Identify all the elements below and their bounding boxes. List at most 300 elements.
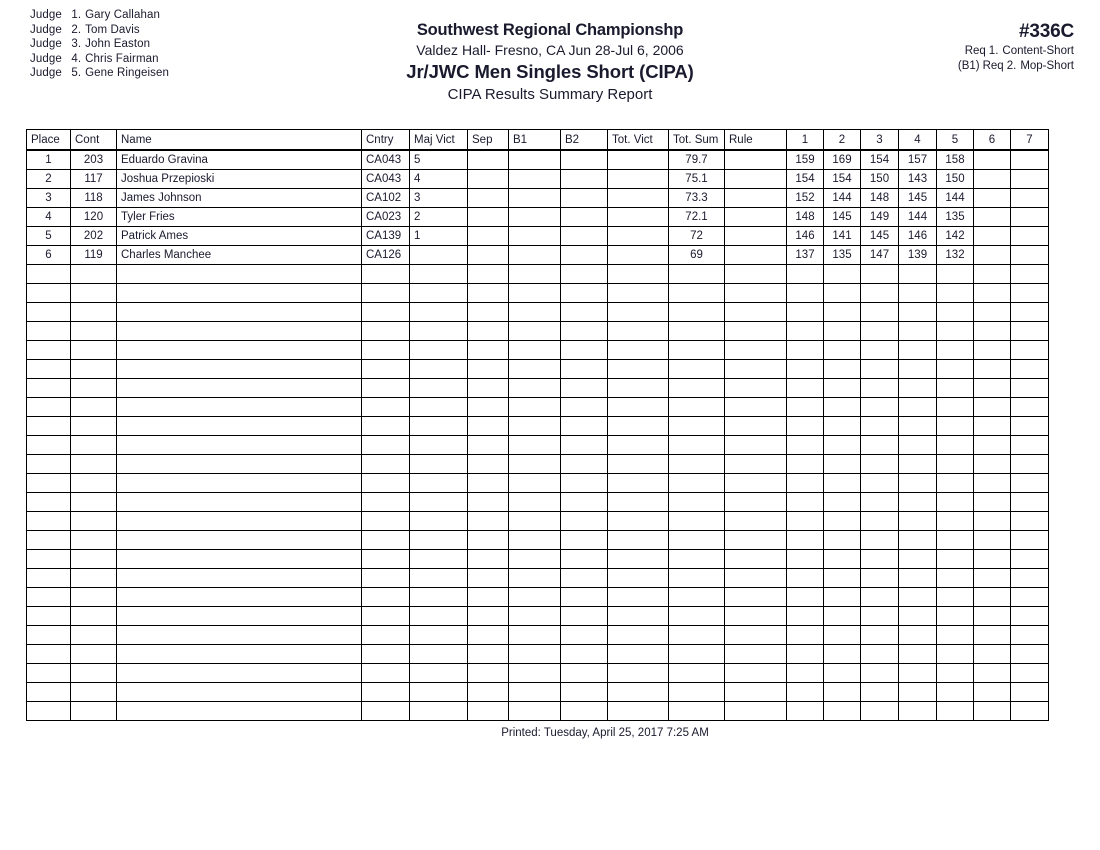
table-row[interactable]	[27, 150, 1049, 170]
cell-empty	[410, 550, 468, 569]
table-row[interactable]	[27, 170, 1049, 189]
cell-empty	[608, 493, 669, 512]
requirement-text: Mop-Short	[1020, 59, 1074, 72]
cell-score-4: 157	[899, 150, 937, 170]
cell-empty	[861, 664, 899, 683]
cell-empty	[824, 474, 861, 493]
cell-empty	[974, 588, 1011, 607]
cell-empty	[468, 284, 509, 303]
cell-score-6	[974, 150, 1011, 170]
cell-score-2: 141	[824, 227, 861, 246]
cell-empty	[362, 531, 410, 550]
cell-empty	[362, 512, 410, 531]
cell-empty	[725, 398, 787, 417]
results-table-head	[27, 130, 1049, 151]
cell-empty	[410, 664, 468, 683]
cell-empty	[787, 702, 824, 721]
cell-empty	[608, 512, 669, 531]
cell-empty	[608, 284, 669, 303]
cell-empty	[608, 702, 669, 721]
cell-empty	[937, 436, 974, 455]
cell-tot-vict	[608, 227, 669, 246]
cell-empty	[117, 303, 362, 322]
cell-b2	[561, 170, 608, 189]
cell-empty	[468, 303, 509, 322]
cell-empty	[509, 588, 561, 607]
cell-empty	[509, 664, 561, 683]
cell-empty	[71, 417, 117, 436]
cell-empty	[937, 455, 974, 474]
cell-empty	[561, 626, 608, 645]
cell-empty	[71, 626, 117, 645]
table-row-empty[interactable]	[27, 569, 1049, 588]
cell-score-2: 144	[824, 189, 861, 208]
cell-empty	[669, 398, 725, 417]
cell-empty	[861, 493, 899, 512]
cell-empty	[362, 702, 410, 721]
cell-empty	[27, 417, 71, 436]
cell-empty	[861, 341, 899, 360]
cell-maj-vict: 3	[410, 189, 468, 208]
table-row-empty[interactable]	[27, 398, 1049, 417]
cell-empty	[71, 702, 117, 721]
cell-score-1: 148	[787, 208, 824, 227]
report-code: #336C	[1019, 21, 1074, 42]
cell-empty	[899, 588, 937, 607]
cell-empty	[824, 607, 861, 626]
cell-empty	[861, 398, 899, 417]
cell-empty	[561, 588, 608, 607]
judge-name: Gary Callahan	[85, 9, 160, 21]
cell-empty	[861, 379, 899, 398]
cell-tot-vict	[608, 170, 669, 189]
cell-empty	[861, 569, 899, 588]
cell-empty	[937, 360, 974, 379]
cell-sep	[468, 246, 509, 265]
cell-empty	[899, 455, 937, 474]
cell-empty	[1011, 265, 1049, 284]
cell-empty	[937, 417, 974, 436]
cell-score-3: 145	[861, 227, 899, 246]
cell-empty	[974, 455, 1011, 474]
requirement-label: Req	[964, 45, 986, 57]
cell-empty	[27, 645, 71, 664]
table-row-empty[interactable]	[27, 702, 1049, 721]
cell-empty	[362, 379, 410, 398]
cell-score-5: 132	[937, 246, 974, 265]
cell-empty	[27, 626, 71, 645]
cell-empty	[410, 360, 468, 379]
cell-place: 2	[27, 170, 71, 189]
cell-empty	[410, 417, 468, 436]
cell-empty	[561, 303, 608, 322]
judge-name: John Easton	[85, 38, 151, 51]
table-row-empty[interactable]	[27, 588, 1049, 607]
cell-empty	[974, 645, 1011, 664]
table-row-empty[interactable]	[27, 493, 1049, 512]
table-row-empty[interactable]	[27, 683, 1049, 702]
judge-name: Chris Fairman	[85, 52, 159, 65]
table-row-empty[interactable]	[27, 455, 1049, 474]
cell-empty	[117, 436, 362, 455]
cell-score-5: 142	[937, 227, 974, 246]
cell-empty	[937, 341, 974, 360]
cell-empty	[725, 588, 787, 607]
judge-label: Judge	[30, 9, 62, 21]
cell-tot-sum: 75.1	[669, 170, 725, 189]
cell-name: Charles Manchee	[117, 246, 362, 265]
judge-number: 1.	[71, 9, 82, 21]
column-header-2: 2	[824, 130, 861, 151]
judge-row	[30, 66, 280, 81]
cell-empty	[974, 322, 1011, 341]
cell-empty	[608, 683, 669, 702]
cell-empty	[974, 569, 1011, 588]
cell-empty	[824, 341, 861, 360]
cell-empty	[468, 512, 509, 531]
cell-empty	[468, 436, 509, 455]
report-code-panel	[958, 20, 1074, 73]
cell-empty	[787, 569, 824, 588]
cell-empty	[725, 664, 787, 683]
cell-empty	[787, 360, 824, 379]
table-row-empty[interactable]	[27, 284, 1049, 303]
cell-empty	[468, 493, 509, 512]
cell-b1	[509, 189, 561, 208]
table-row-empty[interactable]	[27, 417, 1049, 436]
cell-cntry: CA102	[362, 189, 410, 208]
cell-empty	[937, 683, 974, 702]
cell-score-7	[1011, 150, 1049, 170]
column-header-5: 5	[937, 130, 974, 151]
cell-empty	[27, 664, 71, 683]
cell-empty	[669, 265, 725, 284]
table-row[interactable]	[27, 208, 1049, 227]
cell-empty	[362, 417, 410, 436]
cell-empty	[117, 379, 362, 398]
cell-empty	[725, 550, 787, 569]
cell-empty	[899, 626, 937, 645]
cell-empty	[1011, 588, 1049, 607]
cell-empty	[117, 322, 362, 341]
cell-tot-vict	[608, 208, 669, 227]
table-row-empty[interactable]	[27, 474, 1049, 493]
cell-empty	[899, 683, 937, 702]
cell-empty	[1011, 550, 1049, 569]
cell-empty	[1011, 569, 1049, 588]
cell-empty	[899, 398, 937, 417]
cell-sep	[468, 227, 509, 246]
table-row-empty[interactable]	[27, 664, 1049, 683]
cell-cont: 203	[71, 150, 117, 170]
cell-empty	[669, 531, 725, 550]
cell-empty	[509, 493, 561, 512]
cell-empty	[787, 512, 824, 531]
judge-number: 2.	[71, 23, 82, 36]
cell-empty	[509, 284, 561, 303]
cell-empty	[899, 512, 937, 531]
column-header-7: 7	[1011, 130, 1049, 151]
cell-empty	[669, 455, 725, 474]
cell-empty	[787, 550, 824, 569]
cell-empty	[561, 341, 608, 360]
cell-empty	[117, 626, 362, 645]
cell-empty	[509, 436, 561, 455]
table-row-empty[interactable]	[27, 360, 1049, 379]
table-row-empty[interactable]	[27, 607, 1049, 626]
cell-empty	[669, 664, 725, 683]
cell-empty	[608, 626, 669, 645]
cell-empty	[899, 550, 937, 569]
table-row-empty[interactable]	[27, 550, 1049, 569]
cell-empty	[117, 341, 362, 360]
table-row-empty[interactable]	[27, 512, 1049, 531]
cell-empty	[561, 265, 608, 284]
cell-empty	[509, 645, 561, 664]
judge-row	[30, 23, 280, 38]
cell-empty	[468, 455, 509, 474]
cell-empty	[117, 265, 362, 284]
cell-empty	[974, 512, 1011, 531]
cell-empty	[824, 379, 861, 398]
cell-empty	[27, 455, 71, 474]
table-row-empty[interactable]	[27, 379, 1049, 398]
column-header-place: Place	[27, 130, 71, 151]
cell-tot-sum: 69	[669, 246, 725, 265]
cell-empty	[1011, 284, 1049, 303]
cell-sep	[468, 170, 509, 189]
cell-empty	[974, 436, 1011, 455]
cell-empty	[509, 417, 561, 436]
cell-empty	[787, 265, 824, 284]
cell-empty	[561, 512, 608, 531]
cell-empty	[468, 702, 509, 721]
cell-cntry: CA139	[362, 227, 410, 246]
cell-empty	[362, 322, 410, 341]
table-header-row	[27, 130, 1049, 151]
table-row-empty[interactable]	[27, 531, 1049, 550]
cell-empty	[787, 683, 824, 702]
cell-empty	[27, 436, 71, 455]
cell-empty	[509, 265, 561, 284]
cell-empty	[937, 284, 974, 303]
cell-empty	[410, 303, 468, 322]
cell-empty	[362, 360, 410, 379]
cell-empty	[117, 531, 362, 550]
cell-empty	[899, 360, 937, 379]
table-row[interactable]	[27, 227, 1049, 246]
cell-empty	[608, 645, 669, 664]
table-row-empty[interactable]	[27, 303, 1049, 322]
judge-label: Judge	[30, 52, 62, 65]
cell-b1	[509, 246, 561, 265]
cell-empty	[1011, 607, 1049, 626]
cell-empty	[725, 531, 787, 550]
cell-empty	[561, 493, 608, 512]
column-header-cont: Cont	[71, 130, 117, 151]
cell-empty	[509, 398, 561, 417]
cell-empty	[824, 550, 861, 569]
cell-empty	[561, 436, 608, 455]
cell-empty	[608, 664, 669, 683]
category-title: Jr/JWC Men Singles Short (CIPA)	[406, 61, 694, 82]
cell-empty	[509, 474, 561, 493]
cell-score-7	[1011, 208, 1049, 227]
cell-empty	[608, 569, 669, 588]
report-title-block	[280, 20, 820, 105]
column-header-maj-vict: Maj Vict	[410, 130, 468, 151]
cell-empty	[27, 569, 71, 588]
cell-empty	[362, 607, 410, 626]
cell-empty	[410, 607, 468, 626]
cell-empty	[71, 607, 117, 626]
table-row[interactable]	[27, 246, 1049, 265]
cell-empty	[561, 284, 608, 303]
cell-empty	[410, 322, 468, 341]
cell-score-7	[1011, 227, 1049, 246]
cell-empty	[725, 417, 787, 436]
table-row-empty[interactable]	[27, 265, 1049, 284]
column-header-tot-vict: Tot. Vict	[608, 130, 669, 151]
cell-cntry: CA043	[362, 150, 410, 170]
cell-empty	[410, 569, 468, 588]
print-timestamp: Printed: Tuesday, April 25, 2017 7:25 AM	[501, 727, 709, 739]
cell-empty	[824, 322, 861, 341]
cell-empty	[27, 588, 71, 607]
cell-empty	[561, 417, 608, 436]
cell-tot-sum: 72	[669, 227, 725, 246]
cell-empty	[824, 512, 861, 531]
cell-sep	[468, 150, 509, 170]
cell-empty	[725, 341, 787, 360]
cell-empty	[1011, 702, 1049, 721]
cell-tot-sum: 73.3	[669, 189, 725, 208]
cell-empty	[974, 493, 1011, 512]
cell-empty	[974, 702, 1011, 721]
requirement-text: Content-Short	[1002, 45, 1074, 57]
cell-empty	[861, 588, 899, 607]
judge-number: 5.	[71, 67, 82, 80]
cell-empty	[509, 303, 561, 322]
table-row-empty[interactable]	[27, 645, 1049, 664]
cell-empty	[117, 550, 362, 569]
cell-empty	[669, 569, 725, 588]
cell-empty	[71, 379, 117, 398]
cell-empty	[27, 550, 71, 569]
cell-empty	[362, 569, 410, 588]
cell-empty	[608, 341, 669, 360]
cell-empty	[117, 664, 362, 683]
cell-empty	[787, 398, 824, 417]
cell-score-7	[1011, 189, 1049, 208]
cell-empty	[117, 417, 362, 436]
cell-empty	[1011, 683, 1049, 702]
cell-empty	[362, 588, 410, 607]
cell-empty	[362, 626, 410, 645]
cell-empty	[937, 531, 974, 550]
table-row-empty[interactable]	[27, 341, 1049, 360]
cell-empty	[608, 607, 669, 626]
cell-empty	[362, 550, 410, 569]
cell-empty	[937, 626, 974, 645]
cell-empty	[824, 455, 861, 474]
table-row-empty[interactable]	[27, 322, 1049, 341]
cell-score-3: 147	[861, 246, 899, 265]
cell-name: James Johnson	[117, 189, 362, 208]
cell-score-3: 149	[861, 208, 899, 227]
cell-empty	[669, 588, 725, 607]
cell-empty	[937, 474, 974, 493]
cell-empty	[725, 683, 787, 702]
cell-empty	[362, 474, 410, 493]
cell-tot-sum: 79.7	[669, 150, 725, 170]
cell-empty	[410, 531, 468, 550]
cell-empty	[937, 512, 974, 531]
cell-maj-vict: 4	[410, 170, 468, 189]
cell-empty	[468, 379, 509, 398]
cell-score-6	[974, 208, 1011, 227]
cell-empty	[71, 455, 117, 474]
cell-score-3: 154	[861, 150, 899, 170]
cell-empty	[1011, 417, 1049, 436]
cell-rule	[725, 246, 787, 265]
cell-score-1: 159	[787, 150, 824, 170]
cell-rule	[725, 189, 787, 208]
cell-empty	[561, 702, 608, 721]
cell-empty	[362, 265, 410, 284]
cell-score-1: 137	[787, 246, 824, 265]
cell-empty	[362, 645, 410, 664]
cell-score-5: 150	[937, 170, 974, 189]
cell-empty	[787, 303, 824, 322]
cell-name: Joshua Przepioski	[117, 170, 362, 189]
cell-empty	[362, 398, 410, 417]
cell-empty	[824, 664, 861, 683]
cell-empty	[1011, 322, 1049, 341]
results-table	[26, 129, 1049, 721]
cell-empty	[899, 702, 937, 721]
cell-empty	[937, 265, 974, 284]
table-row-empty[interactable]	[27, 436, 1049, 455]
cell-empty	[468, 398, 509, 417]
cell-empty	[71, 588, 117, 607]
cell-empty	[509, 702, 561, 721]
cell-empty	[787, 417, 824, 436]
cell-empty	[861, 626, 899, 645]
cell-empty	[861, 683, 899, 702]
cell-empty	[824, 436, 861, 455]
cell-score-1: 152	[787, 189, 824, 208]
cell-empty	[861, 265, 899, 284]
cell-score-4: 145	[899, 189, 937, 208]
requirement-label: Req	[982, 59, 1004, 72]
cell-empty	[669, 284, 725, 303]
table-row-empty[interactable]	[27, 626, 1049, 645]
cell-empty	[117, 398, 362, 417]
cell-empty	[787, 379, 824, 398]
judge-label: Judge	[30, 38, 62, 51]
cell-empty	[725, 303, 787, 322]
table-row[interactable]	[27, 189, 1049, 208]
cell-empty	[824, 493, 861, 512]
cell-empty	[468, 664, 509, 683]
cell-score-4: 146	[899, 227, 937, 246]
cell-empty	[117, 455, 362, 474]
judge-row	[30, 37, 280, 52]
cell-empty	[410, 398, 468, 417]
cell-empty	[669, 512, 725, 531]
cell-score-4: 144	[899, 208, 937, 227]
